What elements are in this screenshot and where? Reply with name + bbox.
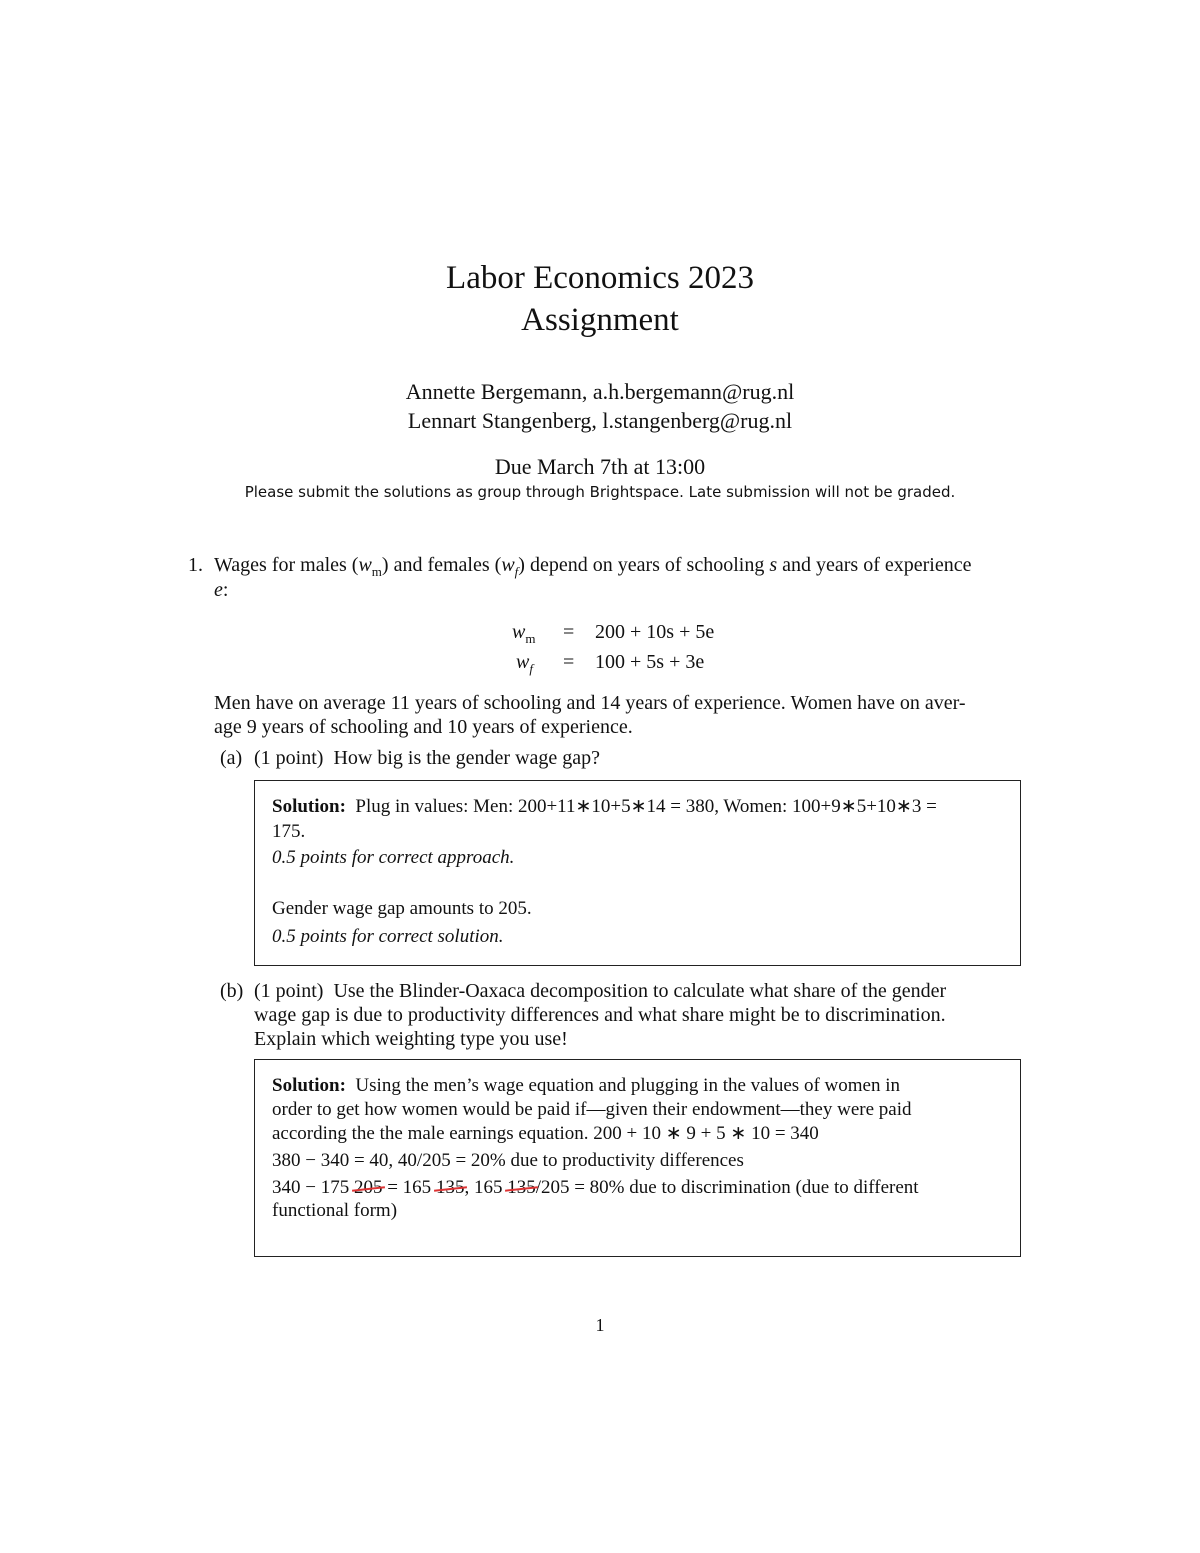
author-2: Lennart Stangenberg, l.stangenberg@rug.nl — [407, 408, 793, 433]
page-number: 1 — [595, 1315, 605, 1335]
struck-value: 135 — [435, 1177, 465, 1198]
solution-b-line-1: Solution: Using the men’s wage equation and plugging in the values of women in — [272, 1075, 900, 1096]
subquestion-b-line-3: Explain which weighting type you use! — [254, 1028, 568, 1050]
solution-a-line-4: Gender wage gap amounts to 205. — [272, 898, 532, 919]
submission-note: Please submit the solutions as group through Brightspace. Late submission will not be graded. — [244, 483, 956, 501]
subquestion-a-label: (a) — [220, 747, 243, 769]
solution-b-line-4: 380 − 340 = 40, 40/205 = 20% due to productivity differences — [272, 1150, 744, 1171]
solution-b-line-5: 340 − 175 205 = 165 135, 165 135/205 = 80% due to discrimination (due to different — [272, 1177, 919, 1198]
paragraph-line-1: Men have on average 11 years of schooling and 14 years of experience. Women have on aver- — [214, 692, 966, 714]
author-1: Annette Bergemann, a.h.bergemann@rug.nl — [405, 379, 795, 404]
subquestion-a-text: (1 point) How big is the gender wage gap? — [254, 747, 601, 769]
subquestion-b-line-2: wage gap is due to productivity differences and what share might be to discrimination. — [254, 1004, 946, 1026]
solution-b-line-3: according the the male earnings equation. 200 + 10 ∗ 9 + 5 ∗ 10 = 340 — [272, 1123, 819, 1144]
struck-value: 205 — [353, 1177, 383, 1198]
equation-female-equals: = — [563, 651, 575, 673]
equation-female-lhs: $w_f$ — [516, 651, 533, 676]
equation-male-rhs: 200 + 10s + 5e — [595, 621, 715, 643]
solution-a-line-5: 0.5 points for correct solution. — [272, 926, 504, 947]
solution-a-line-1: Solution: Plug in values: Men: 200+11∗10+5∗14 = 380, Women: 100+9∗5+10∗3 = — [272, 796, 937, 817]
question-intro-end: e: — [214, 579, 229, 601]
solution-a-line-2: 175. — [272, 821, 306, 842]
equation-male-equals: = — [563, 621, 575, 643]
solution-b-line-2: order to get how women would be paid if—given their endowment—they were paid — [272, 1099, 912, 1120]
title-line-2: Assignment — [521, 302, 679, 338]
equation-female-rhs: 100 + 5s + 3e — [595, 651, 705, 673]
subquestion-b-label: (b) — [220, 980, 244, 1002]
solution-a-line-3: 0.5 points for correct approach. — [272, 847, 515, 868]
equation-male-lhs: $w_m$ — [512, 621, 536, 646]
solution-b-line-6: functional form) — [272, 1200, 398, 1221]
paragraph-line-2: age 9 years of schooling and 10 years of experience. — [214, 716, 633, 738]
subquestion-b-line-1: (1 point) Use the Blinder-Oaxaca decomposition to calculate what share of the gender — [254, 980, 947, 1002]
struck-value: 135 — [507, 1177, 536, 1198]
due-date: Due March 7th at 13:00 — [494, 454, 706, 479]
question-number: 1. — [188, 554, 203, 576]
question-intro: Wages for males $(w_m)$ and females $(w_f)$ depend on years of schooling s and years of experience — [214, 554, 972, 579]
title-line-1: Labor Economics 2023 — [446, 260, 754, 296]
